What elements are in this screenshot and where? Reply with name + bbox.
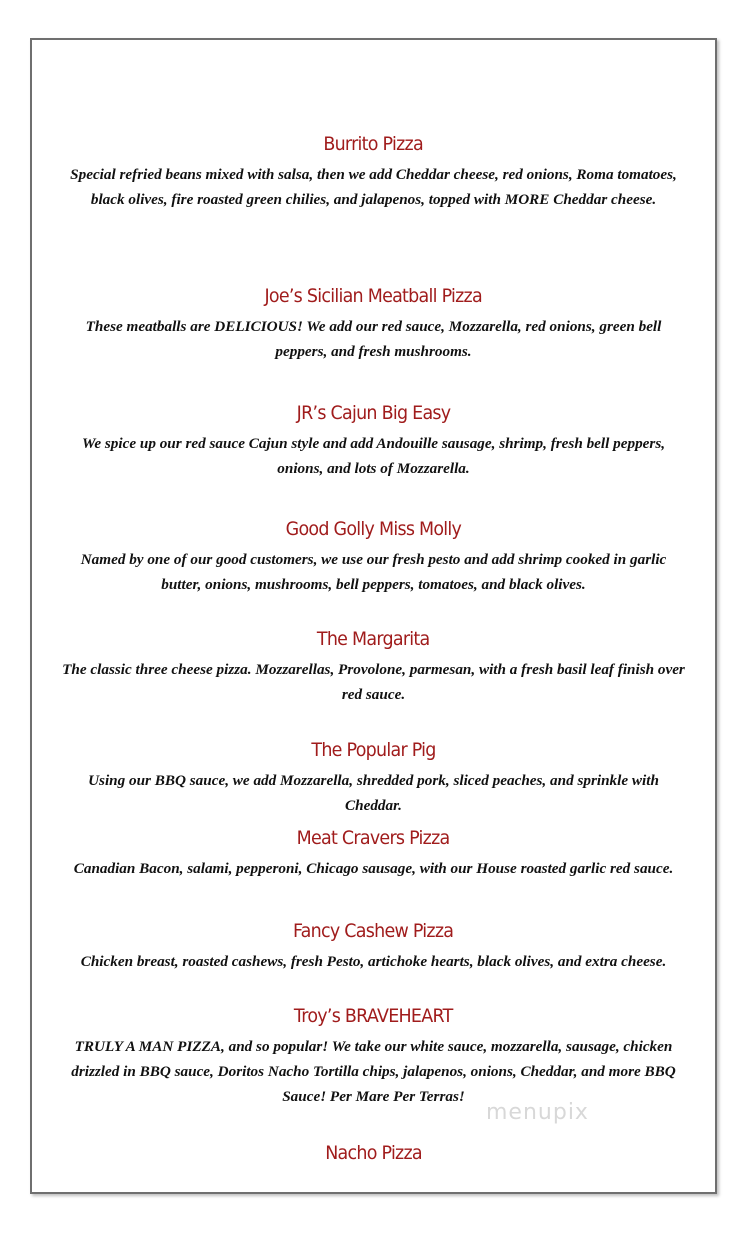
menu-item-fancy-cashew — [32, 919, 715, 974]
item-description: Canadian Bacon, salami, pepperoni, Chicago sausage, with our House roasted garlic red sauce. — [73, 860, 674, 877]
item-title: Nacho Pizza — [325, 1142, 422, 1164]
item-title: Good Golly Miss Molly — [285, 518, 462, 540]
item-title: JR’s Cajun Big Easy — [296, 402, 451, 424]
item-title: Fancy Cashew Pizza — [293, 920, 454, 942]
item-description: Chicken breast, roasted cashews, fresh Pesto, artichoke hearts, black olives, and extra cheese. — [80, 953, 667, 970]
item-description: Using our BBQ sauce, we add Mozzarella, shredded pork, sliced peaches, and sprinkle with Cheddar. — [88, 772, 659, 814]
menu-item-nacho-pizza — [32, 1141, 715, 1165]
item-description: These meatballs are DELICIOUS! We add our red sauce, Mozzarella, red onions, green bell peppers, and fresh mushrooms. — [85, 318, 662, 360]
menu-item-sicilian-meatball — [32, 284, 715, 364]
item-title: Joe’s Sicilian Meatball Pizza — [264, 285, 483, 307]
item-description: TRULY A MAN PIZZA, and so popular! We take our white sauce, mozzarella, sausage, chicken drizzled in BBQ sauce, Doritos Nacho Tortilla chips, jalapenos, onions, Cheddar, and more BBQ Sauce! Per Mare Per Terras! — [71, 1038, 676, 1105]
menu-page — [30, 38, 717, 1194]
menu-item-margarita — [32, 627, 715, 707]
menu-item-burrito-pizza — [32, 132, 715, 212]
item-title: The Popular Pig — [311, 739, 436, 761]
item-title: The Margarita — [317, 628, 430, 650]
item-title: Burrito Pizza — [323, 133, 424, 155]
menu-item-cajun-big-easy — [32, 401, 715, 481]
menu-item-good-golly-miss-molly — [32, 517, 715, 597]
item-description: We spice up our red sauce Cajun style and add Andouille sausage, shrimp, fresh bell peppers, onions, and lots of Mozzarella. — [81, 435, 666, 477]
menu-item-meat-cravers — [32, 826, 715, 881]
item-description: The classic three cheese pizza. Mozzarellas, Provolone, parmesan, with a fresh basil leaf finish over red sauce. — [62, 661, 685, 703]
item-description: Special refried beans mixed with salsa, then we add Cheddar cheese, red onions, Roma tomatoes, black olives, fire roasted green chilies, and jalapenos, topped with MORE Cheddar cheese. — [70, 166, 677, 208]
item-title: Troy’s BRAVEHEART — [294, 1005, 453, 1027]
item-description: Named by one of our good customers, we use our fresh pesto and add shrimp cooked in garlic butter, onions, mushrooms, bell peppers, tomatoes, and black olives. — [80, 551, 667, 593]
watermark-logo: menupix — [486, 1100, 589, 1125]
menu-item-popular-pig — [32, 738, 715, 818]
menu-item-braveheart — [32, 1004, 715, 1109]
item-title: Meat Cravers Pizza — [297, 827, 450, 849]
